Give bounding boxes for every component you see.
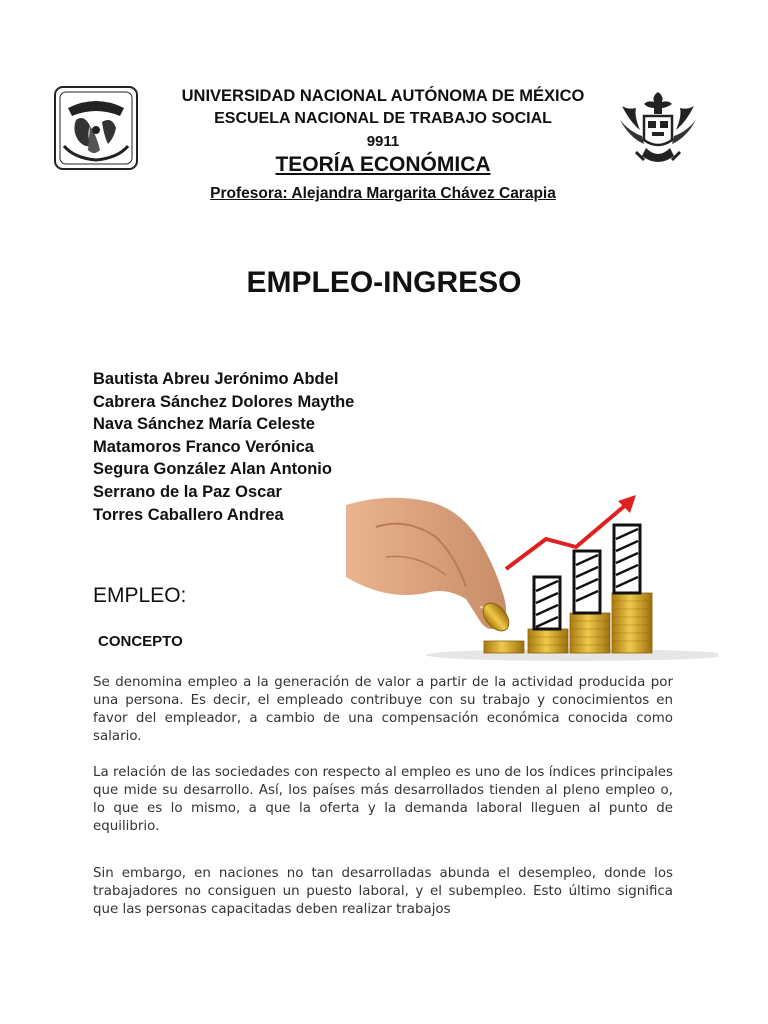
author-item: Matamoros Franco Verónica: [93, 437, 314, 456]
group-code: 9911: [366, 133, 400, 150]
author-item: Segura González Alan Antonio: [93, 460, 332, 479]
author-item: Cabrera Sánchez Dolores Maythe: [93, 392, 355, 411]
coins-growth-image: [346, 487, 718, 662]
section-title-text: EMPLEO: [93, 584, 181, 607]
author-list: [93, 368, 354, 526]
university-name: UNIVERSIDAD NACIONAL AUTÓNOMA DE MÉXICO: [181, 87, 585, 105]
course-name: TEORÍA ECONÓMICA: [275, 153, 491, 176]
concept-subtitle: CONCEPTO: [98, 633, 183, 650]
paragraph: Se denomina empleo a la generación de valor a partir de la actividad producida por una persona. Es decir, el empleado contribuye con su trabajo y conocimientos en favor del empleador, a cambio de una compensación económica conocida como salario.: [93, 675, 673, 744]
author-item: Torres Caballero Andrea: [93, 505, 284, 524]
paragraph: La relación de las sociedades con respecto al empleo es uno de los índices principales que mide su desarrollo. Así, los países más desarrollados tienden al pleno empleo o, lo que es lo mismo, a que la oferta y la demanda laboral lleguen al punto de equilibrio.: [93, 765, 673, 834]
document-title: EMPLEO-INGRESO: [246, 266, 522, 299]
author-item: Serrano de la Paz Oscar: [93, 482, 282, 501]
paragraph: Sin embargo, en naciones no tan desarrolladas abunda el desempleo, donde los trabajadores no consiguen un puesto laboral, y el subempleo. Esto último significa que las personas capacitadas deben realizar trabajos: [93, 866, 673, 917]
professor-name: Profesora: Alejandra Margarita Chávez Carapia: [210, 185, 556, 202]
school-name: ESCUELA NACIONAL DE TRABAJO SOCIAL: [214, 110, 552, 127]
section-title: [93, 584, 186, 608]
author-item: Nava Sánchez María Celeste: [93, 415, 315, 434]
unam-seal-logo: [54, 86, 138, 170]
author-item: Bautista Abreu Jerónimo Abdel: [93, 370, 339, 388]
section-title-colon: :: [180, 584, 187, 607]
ents-eagle-logo: [616, 86, 700, 170]
